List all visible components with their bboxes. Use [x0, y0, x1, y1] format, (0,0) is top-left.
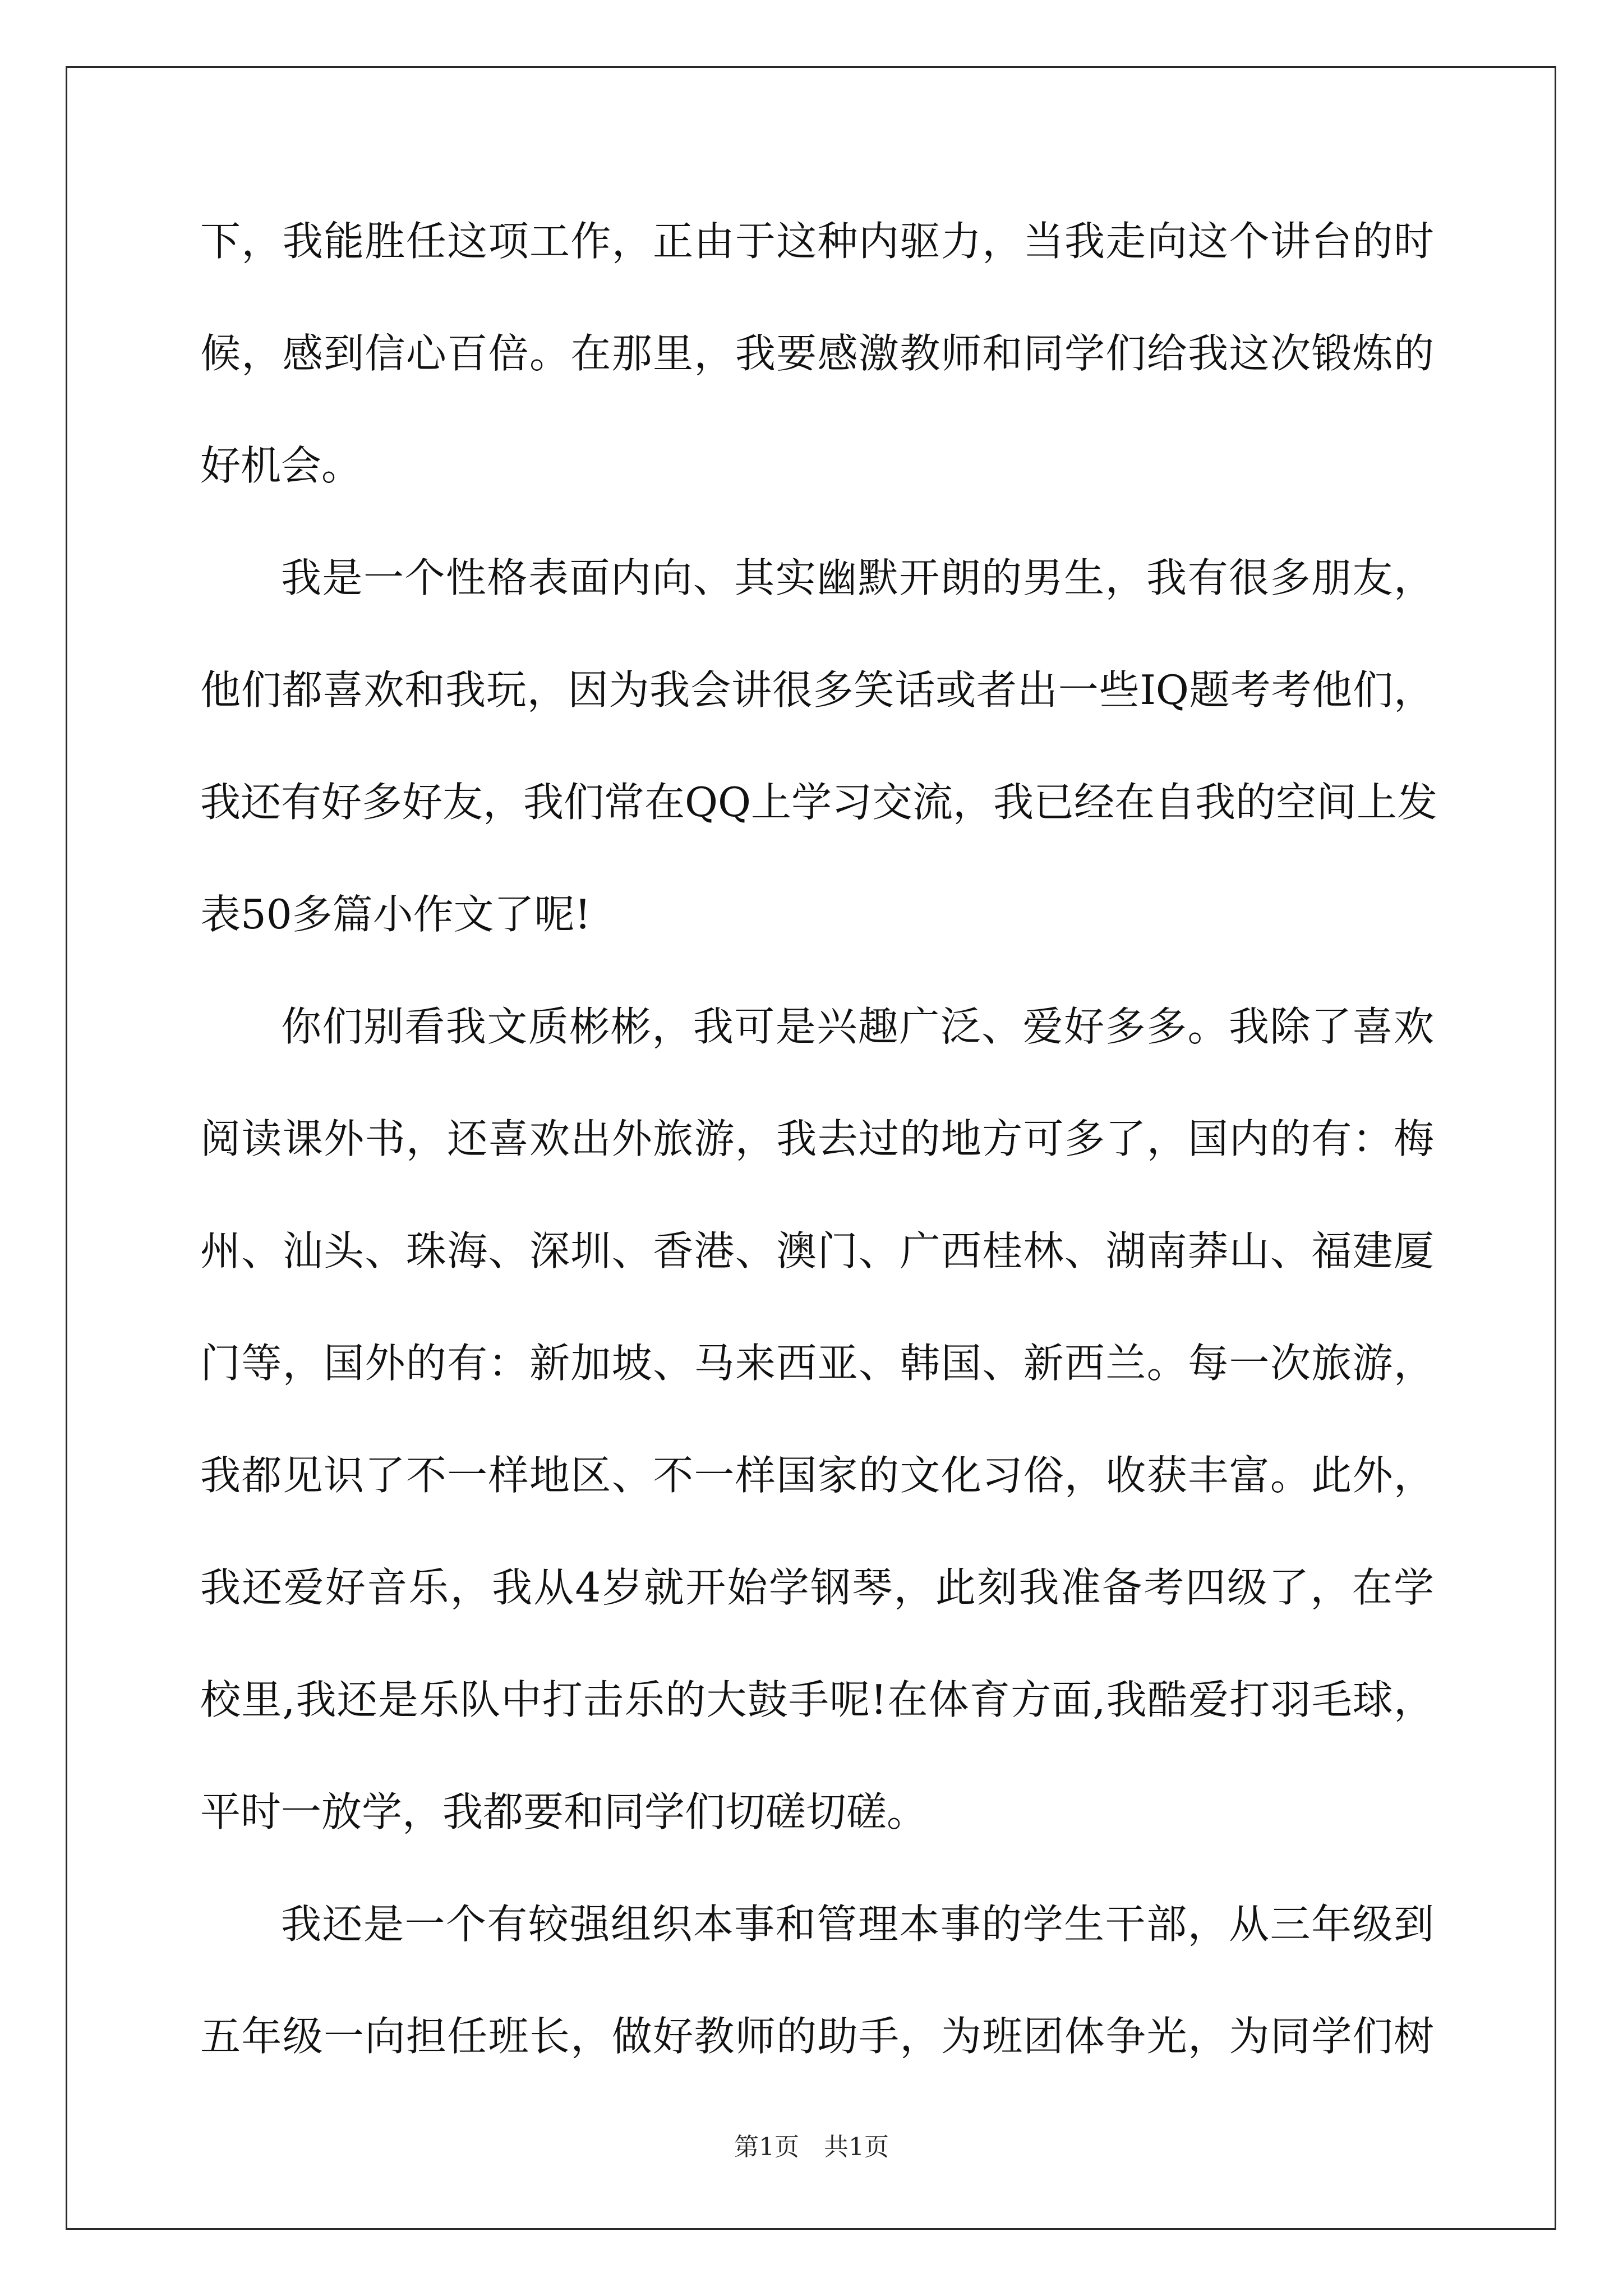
text-line: 门等，国外的有：新加坡、马来西亚、韩国、新西兰。每一次旅游，: [200, 1340, 1434, 1387]
text-line: 校里,我还是乐队中打击乐的大鼓手呢!在体育方面,我酷爱打羽毛球，: [200, 1676, 1434, 1723]
text-line: 下，我能胜任这项工作，正由于这种内驱力，当我走向这个讲台的时: [200, 218, 1434, 265]
text-line: 五年级一向担任班长，做好教师的助手，为班团体争光，为同学们树: [200, 2013, 1434, 2060]
text-line: 我都见识了不一样地区、不一样国家的文化习俗，收获丰富。此外，: [200, 1452, 1434, 1499]
text-line: 表50多篇小作文了呢!: [200, 891, 591, 938]
page-number-footer: 第1页 共1页: [734, 2133, 889, 2161]
text-line: 你们别看我文质彬彬，我可是兴趣广泛、爱好多多。我除了喜欢: [281, 1003, 1434, 1050]
text-line: 候，感到信心百倍。在那里，我要感激教师和同学们给我这次锻炼的: [200, 330, 1434, 377]
text-line: 州、汕头、珠海、深圳、香港、澳门、广西桂林、湖南莽山、福建厦: [200, 1227, 1434, 1274]
text-line: 我还有好多好友，我们常在QQ上学习交流，我已经在自我的空间上发: [200, 779, 1438, 826]
text-line: 好机会。: [200, 442, 362, 489]
text-line: 他们都喜欢和我玩，因为我会讲很多笑话或者出一些IQ题考考他们，: [200, 666, 1434, 714]
text-line: 我是一个性格表面内向、其实幽默开朗的男生，我有很多朋友，: [281, 554, 1434, 601]
text-line: 平时一放学，我都要和同学们切磋切磋。: [200, 1788, 928, 1835]
text-line: 我还爱好音乐，我从4岁就开始学钢琴，此刻我准备考四级了，在学: [200, 1564, 1434, 1611]
text-line: 我还是一个有较强组织本事和管理本事的学生干部，从三年级到: [281, 1901, 1434, 1948]
text-line: 阅读课外书，还喜欢出外旅游，我去过的地方可多了，国内的有：梅: [200, 1115, 1434, 1162]
